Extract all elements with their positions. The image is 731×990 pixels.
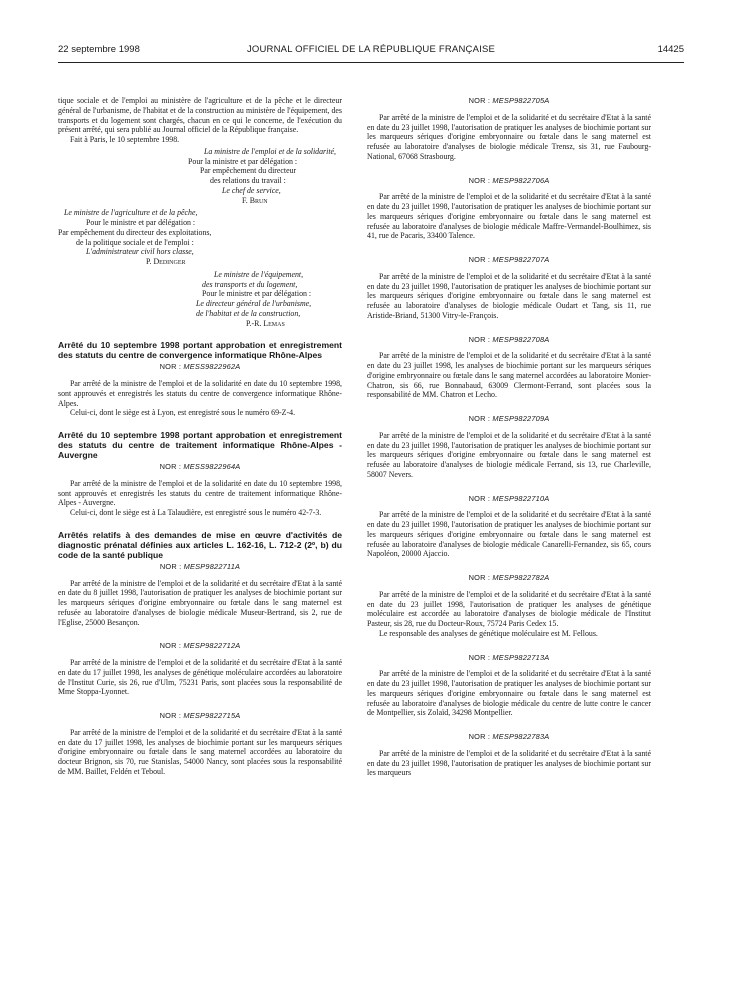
signature-block-1 (58, 147, 342, 206)
article-paragraph: Le responsable des analyses de génétique moléculaire est M. Fellous. (379, 628, 598, 638)
article-paragraph: Par arrêté de la ministre de l'emploi et de la solidarité et du secrétaire d'Etat à la santé en date du 17 juillet 1998, les analyses de génétique moléculaire accordées au laboratoire de l'Institut Curie, sis 26, rue d'Ulm, 75231 Paris, sont placées sous la responsabilité de Mme Stoppa-Lyonnet. (58, 658, 342, 697)
signatory-name: F. Brun (242, 195, 268, 205)
nor-reference: NOR : MESP9822782A (468, 573, 550, 582)
nor-reference: NOR : MESP9822710A (468, 493, 550, 503)
article-paragraph: Par arrêté de la ministre de l'emploi et de la solidarité et du secrétaire d'Etat à la santé en date du 23 juillet 1998, l'autorisation de pratiquer les analyses de biochimie portant sur les marqueurs sériques d'origine embryonnaire ou fœtale dans le sang maternel est refusée au laboratoire d'analyses de biologie médicale Ferrand, sis 13, rue Charleville, 58007 Nevers. (367, 430, 651, 479)
article-paragraph: Par arrêté de la ministre de l'emploi et de la solidarité et du secrétaire d'Etat à la santé en date du 23 juillet 1998, l'autorisation de pratiquer les analyses de biochimie portant sur les marqueurs sériques d'origine embryonnaire ou fœtale dans le sang maternel est refusée au laboratoire d'analyses de biologie médicale Oudart et Tang, sis 11, rue Aristide-Briand, 51300 Vitry-le-François. (367, 271, 651, 320)
article-paragraph: Par arrêté de la ministre de l'emploi et de la solidarité et du secrétaire d'Etat à la santé en date du 23 juillet 1998, l'autorisation de pratiquer les analyses de biochimie portant sur les marqueurs sériques d'origine embryonnaire ou fœtale dans le sang maternel est refusée au laboratoire d'analyses de biologie médicale Canarelli-Fernandez, sis 65, cours Napoléon, 20000 Ajaccio. (367, 510, 651, 559)
article-title: Arrêté du 10 septembre 1998 portant approbation et enregistrement des statuts du centre de traitement informatique Rhône-Alpes - Auvergne (58, 430, 342, 460)
header-journal-title: JOURNAL OFFICIEL DE LA RÉPUBLIQUE FRANÇAISE (246, 44, 496, 55)
article-paragraph: Par arrêté de la ministre de l'emploi et de la solidarité et du secrétaire d'Etat à la santé en date du 23 juillet 1998, l'autorisation de pratiquer les analyses de biochimie portant sur les marqueurs sériques d'origine embryonnaire ou fœtale dans le sang maternel est refusée au laboratoire d'analyses de biologie médicale Trensz, sis 31, rue Faubourg-National, 67068 Strasbourg. (367, 112, 651, 161)
nor-reference: NOR : MESP9822712A (159, 641, 241, 651)
nor-reference: NOR : MESS9822964A (159, 462, 241, 471)
nor-reference: NOR : MESP9822708A (468, 334, 550, 344)
right-column (367, 96, 651, 778)
page-header (58, 44, 684, 60)
article-paragraph: Par arrêté de la ministre de l'emploi et de la solidarité et du secrétaire d'Etat à la santé en date du 23 juillet 1998, les analyses de biochimie portant sur les marqueurs sériques d'origine embryonnaire ou fœtale dans le sang maternel accordées au laboratoire Monier-Chatron, sis 66, rue Bonnabaud, 63009 Clermont-Ferrand, sont placées sous la responsabilité de MM. Chatron et Lecho. (367, 351, 651, 400)
signature-line: Le directeur général de l'urbanisme, (196, 299, 312, 308)
article-paragraph: Par arrêté de la ministre de l'emploi et de la solidarité et du secrétaire d'Etat à la santé en date du 8 juillet 1998, l'autorisation de pratiquer les analyses de biochimie portant sur les marqueurs sériques d'origine embryonnaire ou fœtale dans le sang maternel est refusée au laboratoire d'analyses de biologie médicale Museur-Bertrand, sis 2, rue de l'Eglise, 25000 Besançon. (58, 578, 342, 627)
nor-reference: NOR : MESP9822705A (468, 96, 550, 105)
article-paragraph: Par arrêté de la ministre de l'emploi et de la solidarité et du secrétaire d'Etat à la santé en date du 23 juillet 1998, l'autorisation de pratiquer les analyses de génétique moléculaire est accordée au laboratoire d'analyses de biologie médicale de l'Institut Pasteur, sis 28, rue du Docteur-Roux, 75724 Paris Cedex 15. (367, 589, 651, 628)
signature-line: Par empêchement du directeur des exploitations, (58, 227, 212, 237)
nor-reference: NOR : MESP9822706A (468, 175, 550, 185)
signatory-name: P. Dedinger (146, 257, 186, 266)
article-paragraph: Celui-ci, dont le siège est à Lyon, est enregistré sous le numéro 69-Z-4. (70, 408, 296, 418)
signature-line: Le chef de service, (222, 185, 281, 195)
header-date: 22 septembre 1998 (58, 44, 140, 55)
nor-reference: NOR : MESP9822707A (468, 255, 550, 264)
signature-line: de la politique sociale et de l'emploi : (76, 237, 194, 247)
nor-reference: NOR : MESP9822709A (468, 414, 550, 423)
signature-line: Le ministre de l'équipement, (214, 269, 304, 279)
signature-line: Pour la ministre et par délégation : (188, 156, 298, 166)
signature-line: Pour le ministre et par délégation : (202, 289, 312, 299)
signature-line: Par empêchement du directeur (200, 166, 297, 176)
signature-line: des relations du travail : (210, 176, 286, 185)
fait-line: Fait à Paris, le 10 septembre 1998. (70, 135, 180, 144)
nor-reference: NOR : MESS9822962A (159, 362, 241, 372)
article-paragraph: Par arrêté de la ministre de l'emploi et de la solidarité et du secrétaire d'Etat à la santé en date du 23 juillet 1998, l'autorisation de pratiquer les analyses de biochimie portant sur les marqueurs (367, 748, 651, 778)
signature-line: Pour le ministre et par délégation : (86, 218, 196, 227)
header-divider (58, 62, 684, 63)
article-paragraph: Celui-ci, dont le siège est à La Talaudière, est enregistré sous le numéro 42-7-3. (70, 508, 322, 517)
signatory-name: P.-R. Lemas (246, 318, 285, 328)
article-title: Arrêté du 10 septembre 1998 portant approbation et enregistrement des statuts du centre de convergence informatique Rhône-Alpes (58, 340, 342, 361)
article-paragraph: Par arrêté de la ministre de l'emploi et de la solidarité en date du 10 septembre 1998, sont approuvés et enregistrés les statuts du centre de traitement informatique Rhône-Alpes - Auvergne. (58, 478, 342, 508)
nor-reference: NOR : MESP9822713A (468, 652, 550, 662)
nor-reference: NOR : MESP9822783A (468, 732, 550, 741)
left-column (58, 96, 342, 777)
intro-paragraph: tique sociale et de l'emploi au ministère de l'agriculture et de la pêche et le directeur général de l'urbanisme, de l'habitat et de la construction au ministère de l'équipement, des transports et du logement sont chargés, chacun en ce qui le concerne, de l'exécution du présent arrêté, qui sera publié au Journal officiel de la République française. (58, 96, 342, 135)
article-paragraph: Par arrêté de la ministre de l'emploi et de la solidarité et du secrétaire d'Etat à la santé en date du 17 juillet 1998, les analyses de biochimie portant sur les marqueurs sériques d'origine embryonnaire ou fœtale dans le sang maternel accordées au laboratoire du docteur Brignon, sis 70, rue Stanislas, 54000 Nancy, sont placées sous la responsabilité de MM. Baillet, Feldén et Teboul. (58, 727, 342, 776)
article-paragraph: Par arrêté de la ministre de l'emploi et de la solidarité en date du 10 septembre 1998, sont approuvés et enregistrés les statuts du centre de convergence informatique Rhône-Alpes. (58, 379, 342, 408)
signature-block-3 (58, 270, 342, 329)
signature-line: de l'habitat et de la construction, (196, 308, 301, 318)
signature-line: Le ministre de l'agriculture et de la pêche, (64, 208, 198, 218)
header-page-number: 14425 (657, 44, 684, 55)
signature-line: La ministre de l'emploi et de la solidarité, (203, 146, 336, 156)
signature-block-2 (58, 208, 342, 267)
nor-reference: NOR : MESP9822711A (159, 561, 241, 571)
article-paragraph: Par arrêté de la ministre de l'emploi et de la solidarité et du secrétaire d'Etat à la santé en date du 23 juillet 1998, l'autorisation de pratiquer les analyses de biochimie portant sur les marqueurs sériques d'origine embryonnaire ou fœtale dans le sang maternel est refusée au laboratoire d'analyses de biologie médicale Maffre-Vermandel-Boulhimez, sis 41, rue de Pacaris, 33400 Talence. (367, 192, 651, 241)
nor-reference: NOR : MESP9822715A (159, 711, 241, 720)
article-title: Arrêtés relatifs à des demandes de mise en œuvre d'activités de diagnostic prénatal définies aux articles L. 162-16, L. 712-2 (2º, b) du code de la santé publique (58, 529, 342, 560)
signature-line: L'administrateur civil hors classe, (86, 247, 194, 257)
article-paragraph: Par arrêté de la ministre de l'emploi et de la solidarité et du secrétaire d'Etat à la santé en date du 23 juillet 1998, l'autorisation de pratiquer les analyses de biochimie portant sur les marqueurs sériques d'origine embryonnaire ou fœtale dans le sang maternel est refusée au laboratoire d'analyses de biologie médicale du centre de lutte contre le cancer de Montpellier, sis Zolaïd, 34298 Montpellier. (367, 669, 651, 718)
signature-line: des transports et du logement, (202, 279, 298, 289)
